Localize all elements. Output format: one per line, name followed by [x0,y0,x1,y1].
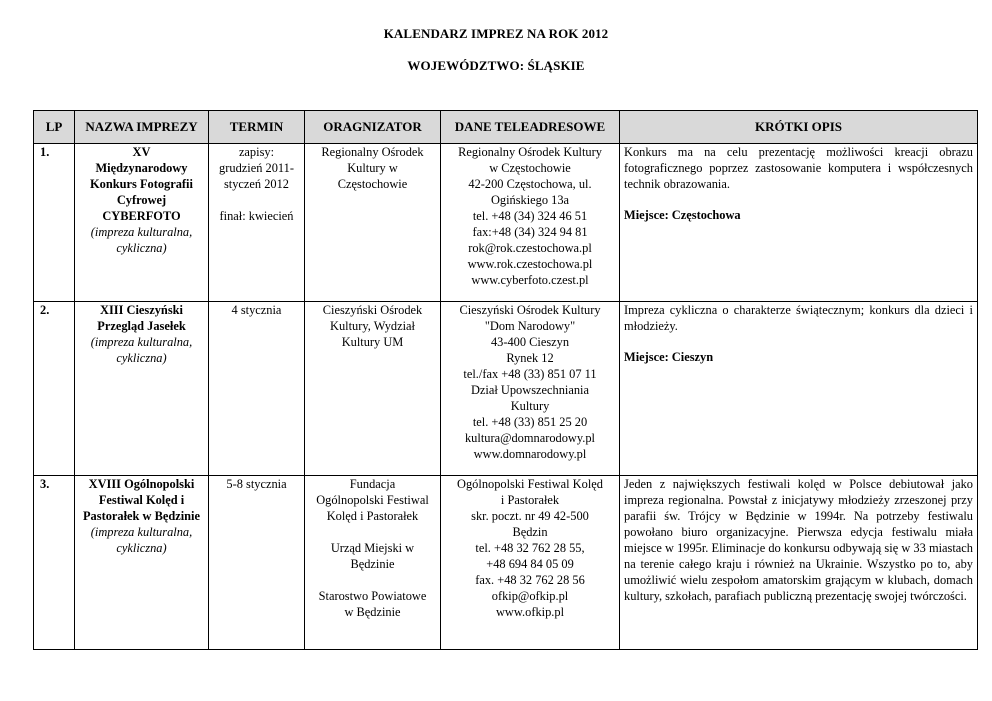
contact-line: rok@rok.czestochowa.pl [468,241,592,255]
contact-line: 42-200 Częstochowa, ul. [468,177,592,191]
event-name-line: XVIII Ogólnopolski [88,477,195,491]
contact-line: www.ofkip.pl [495,605,565,619]
event-name-line: XV [132,145,151,159]
event-type-note: cykliczna) [116,351,167,365]
event-name-line: CYBERFOTO [102,209,181,223]
description-text: Konkurs ma na celu prezentację możliwości kreacji obrazu fotograficznego poprzez zastosowanie komputera i współczesnych technik obrazowania. [624,145,973,191]
cell-event-name [75,302,209,476]
cell-contact [441,476,620,650]
term-line: 4 stycznia [231,303,282,317]
contact-line: Regionalny Ośrodek Kultury [458,145,602,159]
contact-line: Kultury [510,399,550,413]
event-name-line: Międzynarodowy [95,161,188,175]
contact-line: tel. +48 (33) 851 25 20 [472,415,588,429]
organizer-line: Częstochowie [337,177,408,191]
document-title: KALENDARZ IMPREZ NA ROK 2012 [383,26,609,41]
contact-line: www.rok.czestochowa.pl [467,257,593,271]
cell-contact [441,144,620,302]
contact-line: kultura@domnarodowy.pl [464,431,596,445]
header-lp: LP [34,111,75,144]
cell-organizer [305,144,441,302]
organizer-line: Urząd Miejski w [330,541,415,555]
contact-line: i Pastorałek [500,493,560,507]
cell-term [209,302,305,476]
term-line: 5-8 stycznia [226,477,287,491]
cell-event-name [75,144,209,302]
contact-line: Rynek 12 [506,351,554,365]
header-contact: DANE TELEADRESOWE [441,111,620,144]
cell-term [209,144,305,302]
contact-line: Cieszyński Ośrodek Kultury [459,303,601,317]
event-name-line: Przegląd Jasełek [97,319,186,333]
contact-line: fax. +48 32 762 28 56 [475,573,585,587]
organizer-line: Cieszyński Ośrodek [322,303,423,317]
organizer-line: w Będzinie [344,605,401,619]
event-type-note: (impreza kulturalna, [90,525,193,539]
term-final: finał: kwiecień [219,209,294,223]
event-type-note: (impreza kulturalna, [90,225,193,239]
event-name-line: XIII Cieszyński [100,303,183,317]
contact-line: fax:+48 (34) 324 94 81 [472,225,588,239]
cell-lp: 2. [34,302,75,476]
cell-lp: 1. [34,144,75,302]
description-text: Impreza cykliczna o charakterze świątecznym; konkurs dla dzieci i młodzieży. [624,303,973,333]
contact-line: Ogińskiego 13a [490,193,570,207]
table-header-row [34,111,978,144]
header-description: KRÓTKI OPIS [620,111,978,144]
organizer-line: Kultury UM [341,335,404,349]
event-name-line: Pastorałek w Będzinie [82,509,200,523]
cell-organizer [305,302,441,476]
table-row [34,476,978,650]
term-line: zapisy: [238,145,275,159]
description-text: Jeden z największych festiwali kolęd w Polsce debiutował jako impreza regionalna. Powstał z inicjatywy młodzieży zrzeszonej przy parafii św. Trójcy w Będzinie w 1994r. Na potrzeby festiwalu powołano biuro organizacyjne. Pierwsza edycja festiwalu miała miejsce w 1995r. Eliminacje do konkursu odbywają się w 33 miastach na terenie całego kraju i również na Ukrainie. Wszystko po to, aby umożliwić wielu zespołom amatorskim grającym w klubach, domach kultury, szkołach, parafiach publiczną prezentację swojej twórczości. [624,477,973,603]
contact-line: w Częstochowie [489,161,571,175]
organizer-line: Ogólnopolski Festiwal [316,493,429,507]
contact-line: tel. +48 (34) 324 46 51 [472,209,588,223]
cell-term [209,476,305,650]
term-line: styczeń 2012 [223,177,290,191]
cell-description [620,302,978,476]
header-name: NAZWA IMPREZY [75,111,209,144]
header-term: TERMIN [209,111,305,144]
event-place: Miejsce: Cieszyn [624,350,714,364]
contact-line: www.cyberfoto.czest.pl [471,273,589,287]
contact-line: tel. +48 32 762 28 55, [475,541,585,555]
contact-line: ofkip@ofkip.pl [491,589,569,603]
contact-line: Będzin [512,525,548,539]
table-row [34,144,978,302]
event-place: Miejsce: Częstochowa [624,208,741,222]
organizer-line: Kultury, Wydział [330,319,415,333]
cell-contact [441,302,620,476]
cell-description [620,144,978,302]
contact-line: www.domnarodowy.pl [473,447,587,461]
cell-lp: 3. [34,476,75,650]
event-type-note: cykliczna) [116,241,167,255]
document-subtitle: WOJEWÓDZTWO: ŚLĄSKIE [407,58,585,73]
organizer-line: Starostwo Powiatowe [318,589,427,603]
contact-line: "Dom Narodowy" [484,319,576,333]
cell-event-name [75,476,209,650]
event-type-note: cykliczna) [116,541,167,555]
organizer-line: Fundacja [349,477,396,491]
contact-line: skr. poczt. nr 49 42-500 [471,509,589,523]
event-name-line: Cyfrowej [116,193,167,207]
organizer-line: Kultury w [347,161,398,175]
cell-organizer [305,476,441,650]
organizer-line: Regionalny Ośrodek [321,145,424,159]
header-organizer: ORAGNIZATOR [305,111,441,144]
term-line: grudzień 2011- [219,161,294,175]
contact-line: +48 694 84 05 09 [486,557,574,571]
contact-line: 43-400 Cieszyn [490,335,570,349]
organizer-line: Będzinie [350,557,395,571]
contact-line: tel./fax +48 (33) 851 07 11 [463,367,597,381]
event-type-note: (impreza kulturalna, [90,335,193,349]
contact-line: Ogólnopolski Festiwal Kolęd [457,477,603,491]
event-name-line: Konkurs Fotografii [90,177,193,191]
organizer-line: Kolęd i Pastorałek [326,509,419,523]
event-name-line: Festiwal Kolęd i [98,493,185,507]
events-table [33,110,978,650]
table-row [34,302,978,476]
contact-line: Dział Upowszechniania [470,383,589,397]
cell-description [620,476,978,650]
